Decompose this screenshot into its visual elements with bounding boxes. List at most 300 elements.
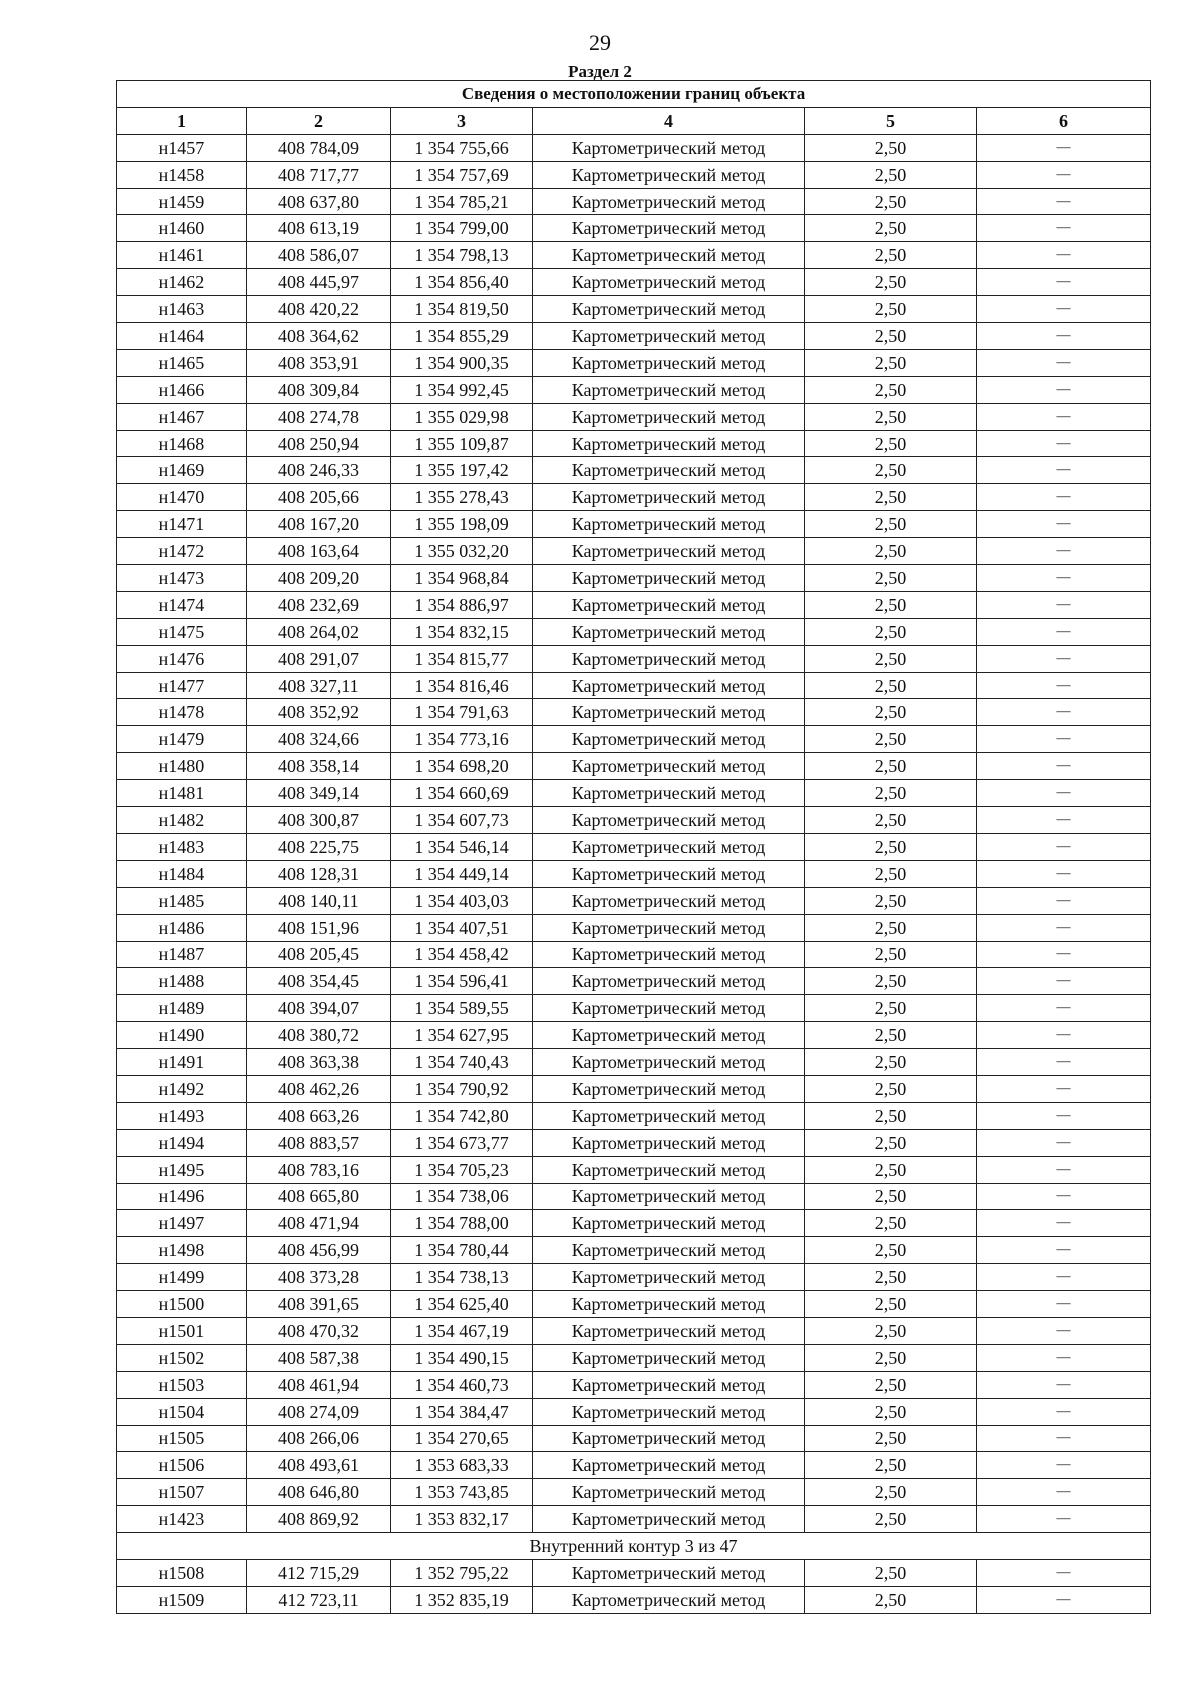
method-cell: Картометрический метод <box>533 941 805 968</box>
point-id-cell: н1468 <box>117 430 247 457</box>
y-coordinate-cell: 1 354 467,19 <box>391 1317 533 1344</box>
y-coordinate-cell: 1 354 705,23 <box>391 1156 533 1183</box>
method-cell: Картометрический метод <box>533 349 805 376</box>
method-cell: Картометрический метод <box>533 780 805 807</box>
method-cell: Картометрический метод <box>533 1452 805 1479</box>
y-coordinate-cell: 1 354 785,21 <box>391 188 533 215</box>
method-cell: Картометрический метод <box>533 995 805 1022</box>
accuracy-cell: 2,50 <box>805 430 977 457</box>
accuracy-cell: 2,50 <box>805 1156 977 1183</box>
y-coordinate-cell: 1 354 886,97 <box>391 591 533 618</box>
x-coordinate-cell: 408 354,45 <box>247 968 391 995</box>
table-row <box>117 1129 1151 1156</box>
x-coordinate-cell: 408 327,11 <box>247 672 391 699</box>
point-id-cell: н1507 <box>117 1479 247 1506</box>
table-row <box>117 726 1151 753</box>
note-cell: — <box>977 430 1151 457</box>
note-cell: — <box>977 1371 1151 1398</box>
x-coordinate-cell: 408 445,97 <box>247 269 391 296</box>
point-id-cell: н1485 <box>117 887 247 914</box>
y-coordinate-cell: 1 354 856,40 <box>391 269 533 296</box>
point-id-cell: н1499 <box>117 1264 247 1291</box>
note-cell: — <box>977 1102 1151 1129</box>
method-cell: Картометрический метод <box>533 430 805 457</box>
x-coordinate-cell: 408 274,78 <box>247 403 391 430</box>
note-cell: — <box>977 699 1151 726</box>
table-row <box>117 296 1151 323</box>
accuracy-cell: 2,50 <box>805 1075 977 1102</box>
y-coordinate-cell: 1 355 109,87 <box>391 430 533 457</box>
y-coordinate-cell: 1 354 780,44 <box>391 1237 533 1264</box>
table-row <box>117 484 1151 511</box>
accuracy-cell: 2,50 <box>805 1102 977 1129</box>
x-coordinate-cell: 408 586,07 <box>247 242 391 269</box>
note-cell: — <box>977 672 1151 699</box>
x-coordinate-cell: 408 205,45 <box>247 941 391 968</box>
note-cell: — <box>977 565 1151 592</box>
note-cell: — <box>977 403 1151 430</box>
accuracy-cell: 2,50 <box>805 1371 977 1398</box>
method-cell: Картометрический метод <box>533 591 805 618</box>
note-cell: — <box>977 1317 1151 1344</box>
point-id-cell: н1478 <box>117 699 247 726</box>
accuracy-cell: 2,50 <box>805 188 977 215</box>
accuracy-cell: 2,50 <box>805 403 977 430</box>
note-cell: — <box>977 995 1151 1022</box>
table-row <box>117 1452 1151 1479</box>
x-coordinate-cell: 408 587,38 <box>247 1344 391 1371</box>
method-cell: Картометрический метод <box>533 914 805 941</box>
x-coordinate-cell: 408 646,80 <box>247 1479 391 1506</box>
x-coordinate-cell: 408 420,22 <box>247 296 391 323</box>
note-cell: — <box>977 1129 1151 1156</box>
point-id-cell: н1466 <box>117 376 247 403</box>
y-coordinate-cell: 1 355 198,09 <box>391 511 533 538</box>
table-row <box>117 860 1151 887</box>
note-cell: — <box>977 1022 1151 1049</box>
table-row <box>117 1156 1151 1183</box>
table-row <box>117 134 1151 161</box>
y-coordinate-cell: 1 354 819,50 <box>391 296 533 323</box>
x-coordinate-cell: 408 364,62 <box>247 323 391 350</box>
method-cell: Картометрический метод <box>533 511 805 538</box>
y-coordinate-cell: 1 353 683,33 <box>391 1452 533 1479</box>
note-cell: — <box>977 807 1151 834</box>
x-coordinate-cell: 408 783,16 <box>247 1156 391 1183</box>
note-cell: — <box>977 188 1151 215</box>
table-row <box>117 430 1151 457</box>
point-id-cell: н1473 <box>117 565 247 592</box>
method-cell: Картометрический метод <box>533 753 805 780</box>
table-body <box>117 134 1151 1613</box>
y-coordinate-cell: 1 354 458,42 <box>391 941 533 968</box>
point-id-cell: н1504 <box>117 1398 247 1425</box>
x-coordinate-cell: 412 715,29 <box>247 1559 391 1586</box>
note-cell: — <box>977 1398 1151 1425</box>
point-id-cell: н1469 <box>117 457 247 484</box>
note-cell: — <box>977 1075 1151 1102</box>
method-cell: Картометрический метод <box>533 1586 805 1613</box>
y-coordinate-cell: 1 354 755,66 <box>391 134 533 161</box>
y-coordinate-cell: 1 354 698,20 <box>391 753 533 780</box>
point-id-cell: н1487 <box>117 941 247 968</box>
method-cell: Картометрический метод <box>533 1156 805 1183</box>
table-row <box>117 215 1151 242</box>
x-coordinate-cell: 408 380,72 <box>247 1022 391 1049</box>
y-coordinate-cell: 1 354 791,63 <box>391 699 533 726</box>
method-cell: Картометрический метод <box>533 1344 805 1371</box>
y-coordinate-cell: 1 354 773,16 <box>391 726 533 753</box>
accuracy-cell: 2,50 <box>805 161 977 188</box>
note-cell: — <box>977 1210 1151 1237</box>
method-cell: Картометрический метод <box>533 1317 805 1344</box>
note-cell: — <box>977 1452 1151 1479</box>
point-id-cell: н1467 <box>117 403 247 430</box>
table-row <box>117 699 1151 726</box>
method-cell: Картометрический метод <box>533 1506 805 1533</box>
x-coordinate-cell: 408 869,92 <box>247 1506 391 1533</box>
column-number: 2 <box>247 107 391 134</box>
method-cell: Картометрический метод <box>533 457 805 484</box>
point-id-cell: н1503 <box>117 1371 247 1398</box>
note-cell: — <box>977 833 1151 860</box>
x-coordinate-cell: 408 163,64 <box>247 538 391 565</box>
table-row <box>117 1425 1151 1452</box>
note-cell: — <box>977 376 1151 403</box>
method-cell: Картометрический метод <box>533 376 805 403</box>
table-row <box>117 242 1151 269</box>
x-coordinate-cell: 408 394,07 <box>247 995 391 1022</box>
method-cell: Картометрический метод <box>533 565 805 592</box>
x-coordinate-cell: 408 883,57 <box>247 1129 391 1156</box>
accuracy-cell: 2,50 <box>805 860 977 887</box>
point-id-cell: н1475 <box>117 618 247 645</box>
y-coordinate-cell: 1 354 596,41 <box>391 968 533 995</box>
table-row <box>117 403 1151 430</box>
method-cell: Картометрический метод <box>533 1102 805 1129</box>
accuracy-cell: 2,50 <box>805 591 977 618</box>
point-id-cell: н1490 <box>117 1022 247 1049</box>
note-cell: — <box>977 968 1151 995</box>
point-id-cell: н1491 <box>117 1049 247 1076</box>
x-coordinate-cell: 408 717,77 <box>247 161 391 188</box>
note-cell: — <box>977 726 1151 753</box>
x-coordinate-cell: 408 358,14 <box>247 753 391 780</box>
accuracy-cell: 2,50 <box>805 618 977 645</box>
accuracy-cell: 2,50 <box>805 1506 977 1533</box>
accuracy-cell: 2,50 <box>805 1398 977 1425</box>
accuracy-cell: 2,50 <box>805 1264 977 1291</box>
note-cell: — <box>977 1049 1151 1076</box>
table-row <box>117 1371 1151 1398</box>
x-coordinate-cell: 408 128,31 <box>247 860 391 887</box>
table-row <box>117 591 1151 618</box>
x-coordinate-cell: 408 471,94 <box>247 1210 391 1237</box>
accuracy-cell: 2,50 <box>805 1425 977 1452</box>
point-id-cell: н1477 <box>117 672 247 699</box>
table-row <box>117 1317 1151 1344</box>
point-id-cell: н1496 <box>117 1183 247 1210</box>
note-cell: — <box>977 1559 1151 1586</box>
accuracy-cell: 2,50 <box>805 887 977 914</box>
point-id-cell: н1495 <box>117 1156 247 1183</box>
x-coordinate-cell: 408 784,09 <box>247 134 391 161</box>
point-id-cell: н1480 <box>117 753 247 780</box>
accuracy-cell: 2,50 <box>805 1129 977 1156</box>
point-id-cell: н1483 <box>117 833 247 860</box>
accuracy-cell: 2,50 <box>805 833 977 860</box>
table-row <box>117 1586 1151 1613</box>
x-coordinate-cell: 408 391,65 <box>247 1291 391 1318</box>
y-coordinate-cell: 1 354 384,47 <box>391 1398 533 1425</box>
table-row <box>117 188 1151 215</box>
y-coordinate-cell: 1 355 278,43 <box>391 484 533 511</box>
note-cell: — <box>977 484 1151 511</box>
y-coordinate-cell: 1 354 407,51 <box>391 914 533 941</box>
y-coordinate-cell: 1 354 740,43 <box>391 1049 533 1076</box>
note-cell: — <box>977 645 1151 672</box>
point-id-cell: н1460 <box>117 215 247 242</box>
table-row <box>117 161 1151 188</box>
column-number: 3 <box>391 107 533 134</box>
y-coordinate-cell: 1 354 738,06 <box>391 1183 533 1210</box>
note-cell: — <box>977 780 1151 807</box>
x-coordinate-cell: 408 470,32 <box>247 1317 391 1344</box>
method-cell: Картометрический метод <box>533 134 805 161</box>
note-cell: — <box>977 1479 1151 1506</box>
method-cell: Картометрический метод <box>533 1291 805 1318</box>
table-row <box>117 1506 1151 1533</box>
accuracy-cell: 2,50 <box>805 753 977 780</box>
y-coordinate-cell: 1 354 627,95 <box>391 1022 533 1049</box>
table-row <box>117 833 1151 860</box>
point-id-cell: н1470 <box>117 484 247 511</box>
y-coordinate-cell: 1 354 992,45 <box>391 376 533 403</box>
x-coordinate-cell: 408 274,09 <box>247 1398 391 1425</box>
note-cell: — <box>977 323 1151 350</box>
table-row <box>117 887 1151 914</box>
accuracy-cell: 2,50 <box>805 1049 977 1076</box>
method-cell: Картометрический метод <box>533 484 805 511</box>
point-id-cell: н1508 <box>117 1559 247 1586</box>
table-caption: Сведения о местоположении границ объекта <box>117 81 1151 108</box>
method-cell: Картометрический метод <box>533 699 805 726</box>
note-cell: — <box>977 860 1151 887</box>
table-row <box>117 914 1151 941</box>
point-id-cell: н1459 <box>117 188 247 215</box>
accuracy-cell: 2,50 <box>805 538 977 565</box>
x-coordinate-cell: 408 663,26 <box>247 1102 391 1129</box>
accuracy-cell: 2,50 <box>805 726 977 753</box>
point-id-cell: н1464 <box>117 323 247 350</box>
point-id-cell: н1462 <box>117 269 247 296</box>
section-title: Раздел 2 <box>568 62 632 81</box>
point-id-cell: н1479 <box>117 726 247 753</box>
x-coordinate-cell: 412 723,11 <box>247 1586 391 1613</box>
accuracy-cell: 2,50 <box>805 349 977 376</box>
accuracy-cell: 2,50 <box>805 941 977 968</box>
point-id-cell: н1509 <box>117 1586 247 1613</box>
method-cell: Картометрический метод <box>533 1237 805 1264</box>
table-row <box>117 941 1151 968</box>
method-cell: Картометрический метод <box>533 1264 805 1291</box>
point-id-cell: н1494 <box>117 1129 247 1156</box>
method-cell: Картометрический метод <box>533 1022 805 1049</box>
table-row <box>117 376 1151 403</box>
y-coordinate-cell: 1 354 855,29 <box>391 323 533 350</box>
y-coordinate-cell: 1 354 799,00 <box>391 215 533 242</box>
point-id-cell: н1497 <box>117 1210 247 1237</box>
point-id-cell: н1500 <box>117 1291 247 1318</box>
method-cell: Картометрический метод <box>533 833 805 860</box>
x-coordinate-cell: 408 353,91 <box>247 349 391 376</box>
accuracy-cell: 2,50 <box>805 134 977 161</box>
table-row <box>117 1022 1151 1049</box>
y-coordinate-cell: 1 354 798,13 <box>391 242 533 269</box>
method-cell: Картометрический метод <box>533 1183 805 1210</box>
method-cell: Картометрический метод <box>533 215 805 242</box>
x-coordinate-cell: 408 225,75 <box>247 833 391 860</box>
method-cell: Картометрический метод <box>533 538 805 565</box>
point-id-cell: н1423 <box>117 1506 247 1533</box>
y-coordinate-cell: 1 354 815,77 <box>391 645 533 672</box>
y-coordinate-cell: 1 354 757,69 <box>391 161 533 188</box>
point-id-cell: н1476 <box>117 645 247 672</box>
method-cell: Картометрический метод <box>533 1210 805 1237</box>
y-coordinate-cell: 1 354 832,15 <box>391 618 533 645</box>
method-cell: Картометрический метод <box>533 242 805 269</box>
accuracy-cell: 2,50 <box>805 968 977 995</box>
note-cell: — <box>977 1291 1151 1318</box>
point-id-cell: н1461 <box>117 242 247 269</box>
x-coordinate-cell: 408 250,94 <box>247 430 391 457</box>
accuracy-cell: 2,50 <box>805 1559 977 1586</box>
x-coordinate-cell: 408 209,20 <box>247 565 391 592</box>
point-id-cell: н1474 <box>117 591 247 618</box>
table-row <box>117 1075 1151 1102</box>
accuracy-cell: 2,50 <box>805 645 977 672</box>
method-cell: Картометрический метод <box>533 1398 805 1425</box>
y-coordinate-cell: 1 354 625,40 <box>391 1291 533 1318</box>
y-coordinate-cell: 1 354 742,80 <box>391 1102 533 1129</box>
table-row <box>117 538 1151 565</box>
y-coordinate-cell: 1 354 788,00 <box>391 1210 533 1237</box>
table-row <box>117 1183 1151 1210</box>
accuracy-cell: 2,50 <box>805 1237 977 1264</box>
y-coordinate-cell: 1 352 795,22 <box>391 1559 533 1586</box>
point-id-cell: н1463 <box>117 296 247 323</box>
note-cell: — <box>977 618 1151 645</box>
y-coordinate-cell: 1 354 270,65 <box>391 1425 533 1452</box>
y-coordinate-cell: 1 354 816,46 <box>391 672 533 699</box>
page-number: 29 <box>589 30 611 55</box>
y-coordinate-cell: 1 354 403,03 <box>391 887 533 914</box>
y-coordinate-cell: 1 354 738,13 <box>391 1264 533 1291</box>
y-coordinate-cell: 1 354 589,55 <box>391 995 533 1022</box>
y-coordinate-cell: 1 355 032,20 <box>391 538 533 565</box>
x-coordinate-cell: 408 637,80 <box>247 188 391 215</box>
method-cell: Картометрический метод <box>533 1129 805 1156</box>
table-row <box>117 457 1151 484</box>
accuracy-cell: 2,50 <box>805 1344 977 1371</box>
x-coordinate-cell: 408 324,66 <box>247 726 391 753</box>
point-id-cell: н1484 <box>117 860 247 887</box>
table-row <box>117 672 1151 699</box>
method-cell: Картометрический метод <box>533 323 805 350</box>
y-coordinate-cell: 1 354 449,14 <box>391 860 533 887</box>
point-id-cell: н1486 <box>117 914 247 941</box>
note-cell: — <box>977 1344 1151 1371</box>
method-cell: Картометрический метод <box>533 618 805 645</box>
accuracy-cell: 2,50 <box>805 565 977 592</box>
note-cell: — <box>977 242 1151 269</box>
note-cell: — <box>977 269 1151 296</box>
x-coordinate-cell: 408 151,96 <box>247 914 391 941</box>
note-cell: — <box>977 215 1151 242</box>
method-cell: Картометрический метод <box>533 403 805 430</box>
x-coordinate-cell: 408 205,66 <box>247 484 391 511</box>
table-row <box>117 968 1151 995</box>
accuracy-cell: 2,50 <box>805 1022 977 1049</box>
table-row <box>117 1344 1151 1371</box>
x-coordinate-cell: 408 349,14 <box>247 780 391 807</box>
y-coordinate-cell: 1 354 490,15 <box>391 1344 533 1371</box>
point-id-cell: н1505 <box>117 1425 247 1452</box>
boundary-coordinates-table <box>116 80 1151 1614</box>
note-cell: — <box>977 161 1151 188</box>
note-cell: — <box>977 1586 1151 1613</box>
x-coordinate-cell: 408 456,99 <box>247 1237 391 1264</box>
x-coordinate-cell: 408 167,20 <box>247 511 391 538</box>
note-cell: — <box>977 511 1151 538</box>
x-coordinate-cell: 408 373,28 <box>247 1264 391 1291</box>
table-row <box>117 618 1151 645</box>
x-coordinate-cell: 408 232,69 <box>247 591 391 618</box>
method-cell: Картометрический метод <box>533 1049 805 1076</box>
method-cell: Картометрический метод <box>533 296 805 323</box>
accuracy-cell: 2,50 <box>805 1183 977 1210</box>
note-cell: — <box>977 941 1151 968</box>
note-cell: — <box>977 538 1151 565</box>
point-id-cell: н1457 <box>117 134 247 161</box>
column-number: 4 <box>533 107 805 134</box>
x-coordinate-cell: 408 613,19 <box>247 215 391 242</box>
accuracy-cell: 2,50 <box>805 1291 977 1318</box>
accuracy-cell: 2,50 <box>805 914 977 941</box>
note-cell: — <box>977 914 1151 941</box>
accuracy-cell: 2,50 <box>805 215 977 242</box>
point-id-cell: н1458 <box>117 161 247 188</box>
point-id-cell: н1502 <box>117 1344 247 1371</box>
accuracy-cell: 2,50 <box>805 511 977 538</box>
method-cell: Картометрический метод <box>533 645 805 672</box>
y-coordinate-cell: 1 353 743,85 <box>391 1479 533 1506</box>
table-row <box>117 645 1151 672</box>
point-id-cell: н1492 <box>117 1075 247 1102</box>
accuracy-cell: 2,50 <box>805 995 977 1022</box>
table-row <box>117 1102 1151 1129</box>
accuracy-cell: 2,50 <box>805 323 977 350</box>
method-cell: Картометрический метод <box>533 161 805 188</box>
contour-row <box>117 1533 1151 1560</box>
accuracy-cell: 2,50 <box>805 672 977 699</box>
x-coordinate-cell: 408 461,94 <box>247 1371 391 1398</box>
accuracy-cell: 2,50 <box>805 699 977 726</box>
column-number-row <box>117 107 1151 134</box>
point-id-cell: н1506 <box>117 1452 247 1479</box>
note-cell: — <box>977 1156 1151 1183</box>
note-cell: — <box>977 134 1151 161</box>
